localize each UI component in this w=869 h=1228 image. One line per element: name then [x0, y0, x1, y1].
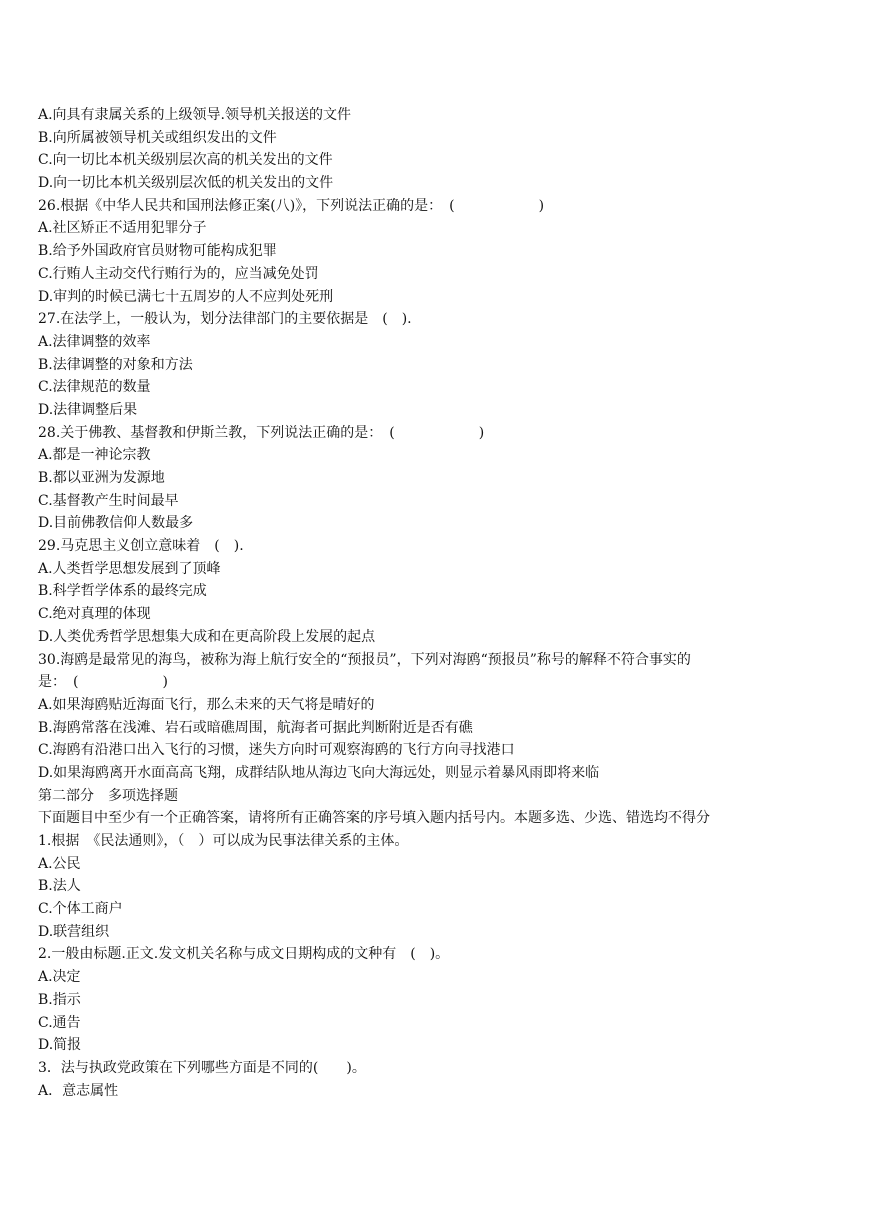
option-line: B.法人: [38, 878, 81, 895]
option-line: C.海鸥有沿港口出入飞行的习惯，迷失方向时可观察海鸥的飞行方向寻找港口: [38, 742, 515, 759]
option-line: B.法律调整的对象和方法: [38, 356, 193, 373]
option-line: D.目前佛教信仰人数最多: [38, 515, 194, 532]
question-30-continuation: 是： ( ): [38, 674, 168, 691]
option-line: B.指示: [38, 991, 81, 1008]
question-27: 27.在法学上，一般认为，划分法律部门的主要依据是 ( ).: [38, 311, 412, 328]
option-line: D.联营组织: [38, 923, 110, 940]
option-line: A.向具有隶属关系的上级领导.领导机关报送的文件: [38, 107, 352, 123]
option-line: A.社区矫正不适用犯罪分子: [38, 220, 207, 237]
option-line: D.人类优秀哲学思想集大成和在更高阶段上发展的起点: [38, 628, 376, 645]
option-line: A.决定: [38, 969, 81, 986]
option-line: D.向一切比本机关级别层次低的机关发出的文件: [38, 175, 334, 192]
option-line: C.个体工商户: [38, 901, 123, 918]
section-instructions: 下面题目中至少有一个正确答案，请将所有正确答案的序号填入题内括号内。本题多选、少选、错选均不得分: [38, 810, 710, 827]
option-line: C.通告: [38, 1014, 81, 1031]
option-line: D.简报: [38, 1037, 82, 1054]
option-line: C.绝对真理的体现: [38, 606, 151, 623]
question-m3: 3．法与执政党政策在下列哪些方面是不同的( )。: [38, 1059, 366, 1076]
question-30: 30.海鸥是最常见的海鸟，被称为海上航行安全的“预报员”，下列对海鸥“预报员”称号的解释不符合事实的: [38, 651, 691, 668]
option-line: A.法律调整的效率: [38, 333, 151, 350]
option-line: A.人类哲学思想发展到了顶峰: [38, 560, 221, 577]
question-m2: 2.一般由标题.正文.发文机关名称与成文日期构成的文种有 ( )。: [38, 946, 450, 963]
option-line: C.向一切比本机关级别层次高的机关发出的文件: [38, 152, 333, 169]
option-line: B.向所属被领导机关或组织发出的文件: [38, 129, 277, 146]
option-line: C.基督教产生时间最早: [38, 492, 179, 509]
question-m1: 1.根据 《民法通则》，（ ）可以成为民事法律关系的主体。: [38, 833, 409, 849]
question-26: 26.根据《中华人民共和国刑法修正案(八)》，下列说法正确的是： ( ): [38, 197, 545, 214]
document-body: [38, 104, 838, 1102]
option-line: B.科学哲学体系的最终完成: [38, 583, 207, 600]
question-29: 29.马克思主义创立意味着 ( ).: [38, 538, 244, 555]
option-line: A.都是一神论宗教: [38, 447, 151, 464]
option-line: B.给予外国政府官员财物可能构成犯罪: [38, 243, 277, 260]
option-line: A．意志属性: [38, 1082, 119, 1099]
option-line: C.法律规范的数量: [38, 379, 151, 396]
question-28: 28.关于佛教、基督教和伊斯兰教，下列说法正确的是： ( ): [38, 424, 485, 441]
option-line: D.审判的时候已满七十五周岁的人不应判处死刑: [38, 288, 334, 305]
section-heading: 第二部分 多项选择题: [38, 787, 178, 804]
option-line: B.海鸥常落在浅滩、岩石或暗礁周围，航海者可据此判断附近是否有礁: [38, 719, 473, 736]
option-line: C.行贿人主动交代行贿行为的，应当减免处罚: [38, 265, 319, 282]
option-line: D.如果海鸥离开水面高高飞翔，成群结队地从海边飞向大海远处，则显示着暴风雨即将来临: [38, 764, 600, 781]
option-line: A.公民: [38, 855, 81, 872]
option-line: B.都以亚洲为发源地: [38, 470, 165, 486]
option-line: D.法律调整后果: [38, 401, 138, 418]
option-line: A.如果海鸥贴近海面飞行，那么未来的天气将是晴好的: [38, 696, 375, 713]
